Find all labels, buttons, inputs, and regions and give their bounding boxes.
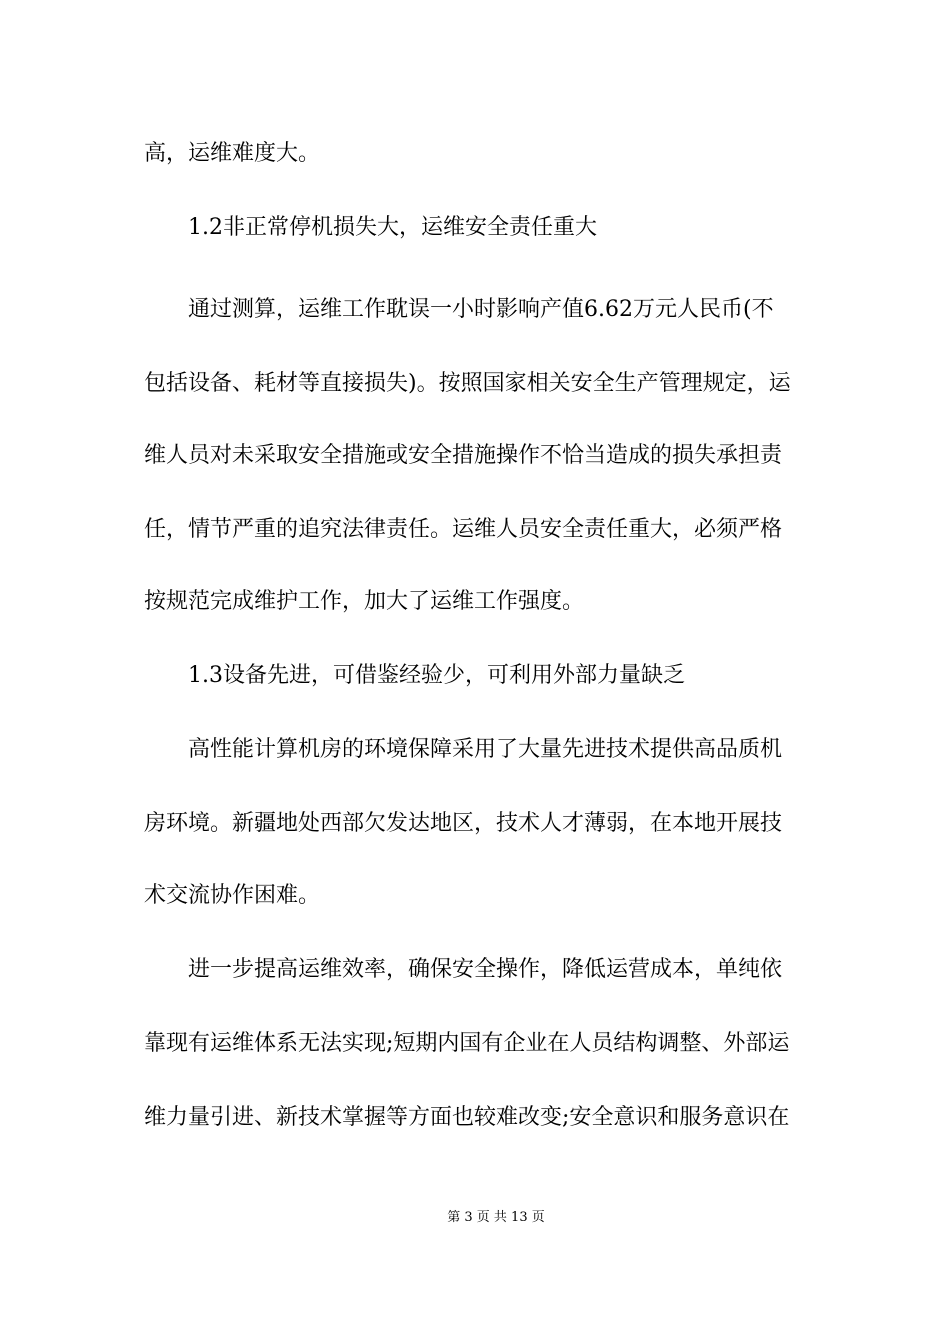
- paragraph-line: 维力量引进、新技术掌握等方面也较难改变;安全意识和服务意识在: [144, 1105, 790, 1130]
- paragraph-line: 术交流协作困难。: [144, 883, 321, 908]
- paragraph-line: 房环境。新疆地处西部欠发达地区，技术人才薄弱，在本地开展技: [144, 811, 783, 836]
- paragraph-line: 高性能计算机房的环境保障采用了大量先进技术提供高品质机: [188, 737, 783, 762]
- paragraph-line: 维人员对未采取安全措施或安全措施操作不恰当造成的损失承担责: [144, 443, 783, 468]
- paragraph-line: 包括设备、耗材等直接损失)。按照国家相关安全生产管理规定，运: [144, 371, 791, 396]
- section-heading: 1.3设备先进，可借鉴经验少，可利用外部力量缺乏: [188, 663, 685, 688]
- text-line: 高，运维难度大。: [144, 141, 321, 166]
- paragraph-line: 按规范完成维护工作，加大了运维工作强度。: [144, 589, 585, 614]
- paragraph-line: 通过测算，运维工作耽误一小时影响产值6.62万元人民币(不: [188, 297, 774, 322]
- section-heading: 1.2非正常停机损失大，运维安全责任重大: [188, 215, 597, 240]
- page-footer: 第 3 页 共 13 页: [447, 1210, 545, 1225]
- paragraph-line: 进一步提高运维效率，确保安全操作，降低运营成本，单纯依: [188, 957, 783, 982]
- paragraph-line: 任，情节严重的追究法律责任。运维人员安全责任重大，必须严格: [144, 517, 783, 542]
- paragraph-line: 靠现有运维体系无法实现;短期内国有企业在人员结构调整、外部运: [144, 1031, 790, 1056]
